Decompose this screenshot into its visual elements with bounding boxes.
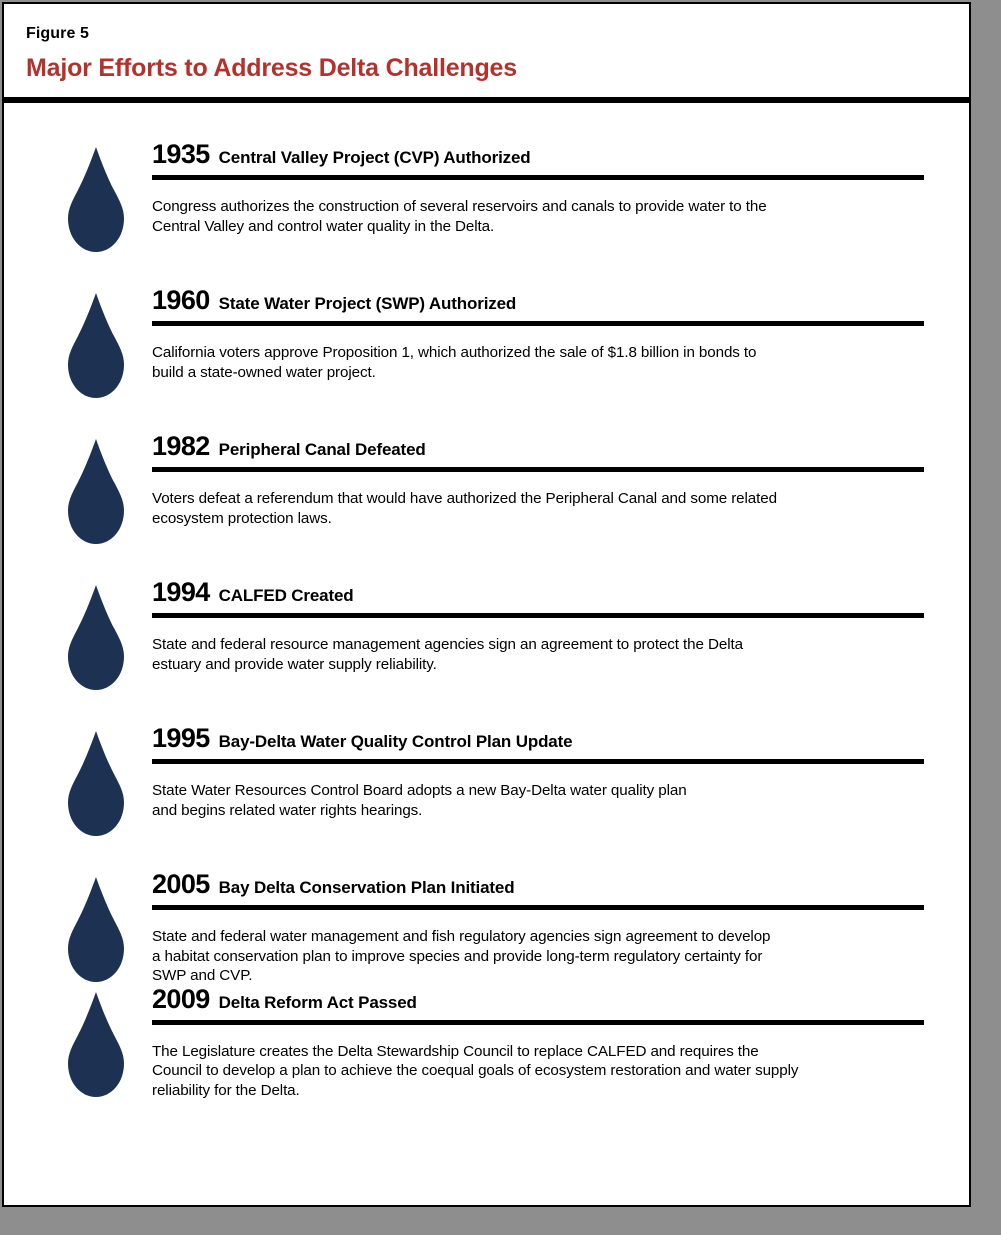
timeline-entry-body <box>152 287 969 382</box>
timeline-entry-1982 <box>4 433 969 579</box>
description-line: State and federal water management and fish regulatory agencies sign agreement to develop <box>152 928 771 945</box>
water-droplet-icon <box>67 877 125 983</box>
timeline-entry-year: 1935 <box>152 139 210 169</box>
timeline-entry-label: State Water Project (SWP) Authorized <box>218 294 517 313</box>
timeline-entry-year: 1960 <box>152 285 210 315</box>
description-line: ecosystem protection laws. <box>152 509 332 527</box>
timeline-entry-body <box>152 579 969 674</box>
timeline-entry-label: Central Valley Project (CVP) Authorized <box>218 148 531 167</box>
timeline-entry-divider <box>152 613 924 618</box>
timeline-entry-heading <box>152 983 923 1020</box>
timeline-entry-year: 1982 <box>152 431 210 461</box>
timeline-entry-1995 <box>4 725 969 871</box>
figure-number: Figure 5 <box>26 25 90 42</box>
timeline-entry-heading <box>152 871 923 905</box>
water-droplet-icon <box>67 439 125 545</box>
figure-title: Major Efforts to Address Delta Challenges <box>26 54 517 82</box>
timeline-entry-1960 <box>4 287 969 433</box>
description-line: and begins related water rights hearings. <box>152 801 423 819</box>
timeline-entry-label: Peripheral Canal Defeated <box>218 440 426 459</box>
timeline-entry-heading <box>152 141 923 175</box>
water-droplet-icon <box>67 992 125 1098</box>
description-line: estuary and provide water supply reliability. <box>152 655 437 673</box>
timeline-entry-body <box>152 433 969 528</box>
timeline-entry-body <box>152 725 969 820</box>
timeline-entry-year: 2005 <box>152 869 210 899</box>
description-line: Council to develop a plan to achieve the coequal goals of ecosystem restoration and water supply <box>152 1062 799 1079</box>
timeline-entry-label: CALFED Created <box>218 586 354 605</box>
timeline-entry-divider <box>152 905 924 910</box>
description-line: Voters defeat a referendum that would have authorized the Peripheral Canal and some related <box>152 490 777 507</box>
timeline-entry-2005 <box>4 871 969 986</box>
description-line: The Legislature creates the Delta Stewardship Council to replace CALFED and requires the <box>152 1042 759 1060</box>
timeline-entry-year: 1995 <box>152 723 210 753</box>
figure-header <box>4 4 969 81</box>
timeline-entry-description <box>152 197 864 236</box>
timeline-entry-divider <box>152 175 924 180</box>
timeline-entry-year: 2009 <box>152 983 210 1014</box>
water-droplet-icon <box>67 147 125 253</box>
description-line: build a state-owned water project. <box>152 363 376 381</box>
timeline-entry-2009 <box>4 983 969 1132</box>
description-line: State Water Resources Control Board adopts a new Bay-Delta water quality plan <box>152 782 687 799</box>
timeline-entry-body <box>152 871 969 986</box>
timeline-entry-divider <box>152 759 924 764</box>
description-line: California voters approve Proposition 1, which authorized the sale of $1.8 billion in bonds to <box>152 344 757 361</box>
timeline-entry-divider <box>152 321 924 326</box>
description-line: SWP and CVP. <box>152 967 253 984</box>
description-line: State and federal resource management agencies sign an agreement to protect the Delta <box>152 636 743 653</box>
timeline-entry-year: 1994 <box>152 577 210 607</box>
timeline-entry-description <box>152 489 864 528</box>
timeline-entry-description <box>152 781 864 820</box>
timeline-entry-divider <box>152 1020 924 1025</box>
water-droplet-icon <box>67 293 125 399</box>
figure-container <box>2 2 971 1207</box>
timeline-entry-description <box>152 635 864 674</box>
timeline-list <box>4 141 969 1132</box>
water-droplet-icon <box>67 585 125 691</box>
timeline-entry-divider <box>152 467 924 472</box>
timeline-entry-label: Delta Reform Act Passed <box>218 992 417 1012</box>
timeline-entry-heading <box>152 433 923 467</box>
description-line: Congress authorizes the construction of several reservoirs and canals to provide water to the <box>152 198 767 215</box>
description-line: a habitat conservation plan to improve species and provide long-term regulatory certainty for <box>152 947 763 965</box>
timeline-entry-label: Bay Delta Conservation Plan Initiated <box>218 878 515 897</box>
header-divider <box>4 97 969 103</box>
timeline-entry-heading <box>152 287 923 321</box>
timeline-entry-1994 <box>4 579 969 725</box>
timeline-entry-description <box>152 1042 864 1101</box>
description-line: Central Valley and control water quality in the Delta. <box>152 217 495 235</box>
water-droplet-icon <box>67 731 125 837</box>
timeline-entry-heading <box>152 725 923 759</box>
timeline-entry-label: Bay-Delta Water Quality Control Plan Update <box>218 732 573 751</box>
timeline-entry-description <box>152 927 864 986</box>
timeline-entry-description <box>152 343 864 382</box>
description-line: reliability for the Delta. <box>152 1081 300 1099</box>
timeline-entry-heading <box>152 579 923 613</box>
timeline-entry-body <box>152 983 969 1101</box>
timeline-entry-1935 <box>4 141 969 287</box>
timeline-entry-body <box>152 141 969 236</box>
